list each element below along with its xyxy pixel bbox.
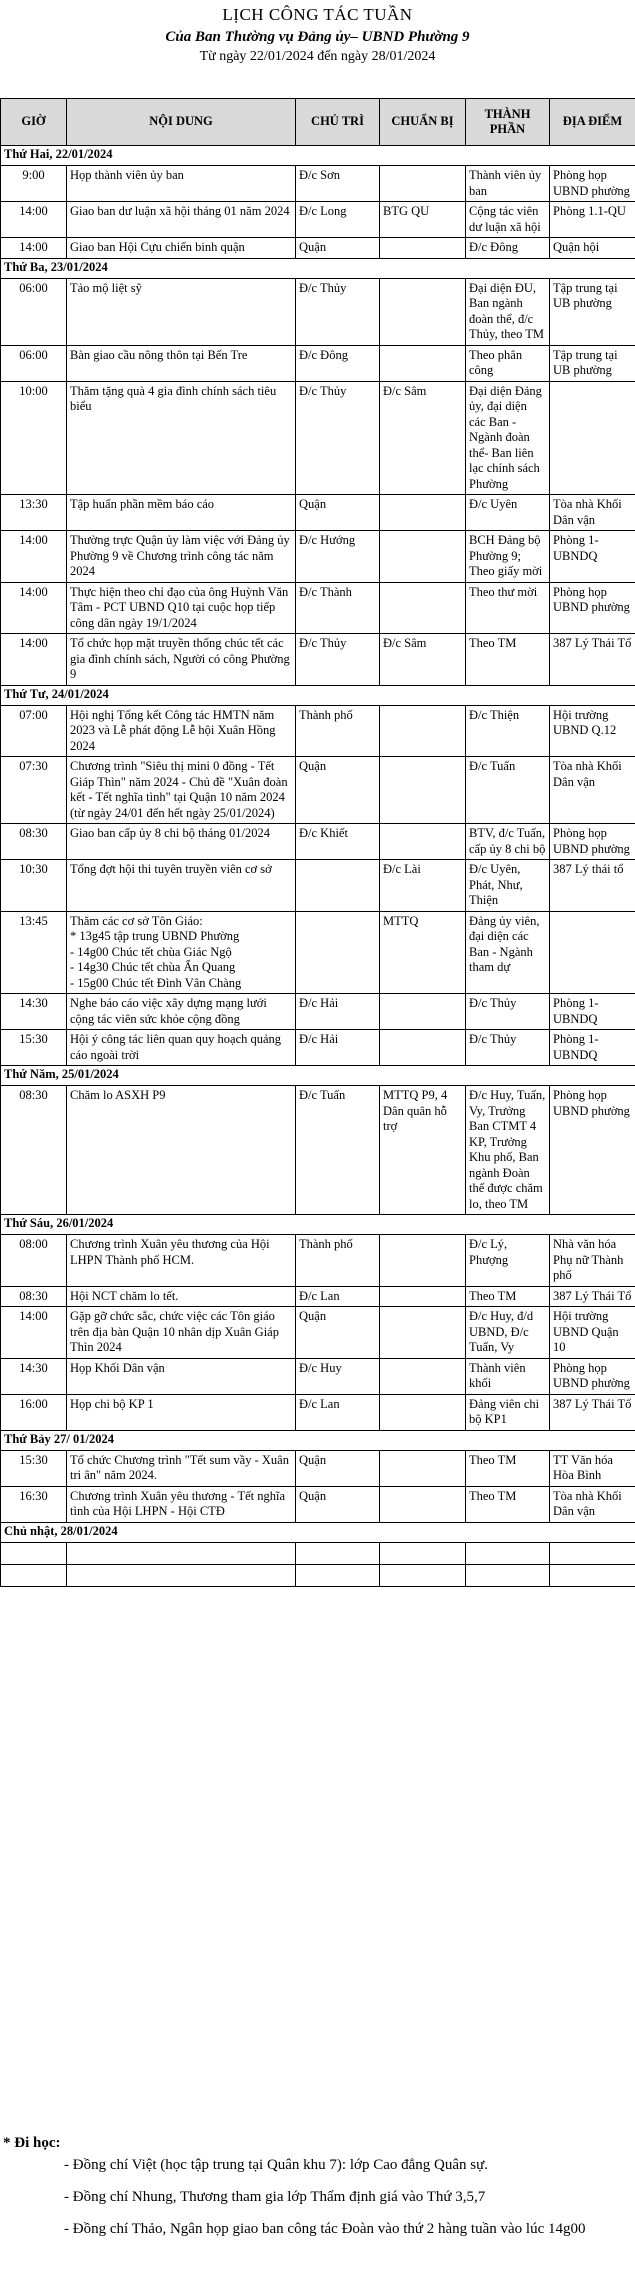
time-cell: 08:30 (1, 1286, 67, 1307)
content-cell: Chương trình "Siêu thị mini 0 đồng - Tết Giáp Thìn" năm 2024 - Chủ đề "Xuân đoàn kết - Tết nghĩa tình" tại Quận 10 năm 2024 (từ ngày 24/01 đến hết ngày 25/01/2024) (67, 757, 296, 824)
chair-cell: Quận (296, 757, 380, 824)
prepare-cell (380, 757, 466, 824)
time-cell: 06:00 (1, 278, 67, 345)
time-cell: 13:30 (1, 495, 67, 531)
table-row (1, 1030, 635, 1066)
content-cell: Gặp gỡ chức sắc, chức việc các Tôn giáo trên địa bàn Quận 10 nhân dịp Xuân Giáp Thìn 2024 (67, 1307, 296, 1359)
table-row (1, 1450, 635, 1486)
chair-cell: Đ/c Thủy (296, 381, 380, 495)
location-cell: Phòng 1-UBNDQ (550, 531, 635, 583)
participants-cell: Đ/c Đông (466, 238, 550, 259)
time-cell: 10:00 (1, 381, 67, 495)
chair-cell: Quận (296, 1486, 380, 1522)
prepare-cell (380, 345, 466, 381)
content-cell: Tảo mộ liệt sỹ (67, 278, 296, 345)
day-header-row (1, 146, 635, 166)
col-header-content: NỘI DUNG (67, 99, 296, 146)
day-header-row (1, 1430, 635, 1450)
header (0, 0, 635, 67)
participants-cell: Đ/c Uyên, Phát, Như, Thiện (466, 860, 550, 912)
content-cell: Chương trình Xuân yêu thương của Hội LHPN Thành phố HCM. (67, 1235, 296, 1287)
participants-cell: Đảng ủy viên, đại diện các Ban - Ngành tham dự (466, 911, 550, 994)
location-cell: Tập trung tại UB phường (550, 345, 635, 381)
table-row (1, 345, 635, 381)
participants-cell: Đại diện ĐU, Ban ngành đoàn thể, đ/c Thủy, theo TM (466, 278, 550, 345)
content-cell: Bàn giao cầu nông thôn tại Bến Tre (67, 345, 296, 381)
content-cell: Giao ban dư luận xã hội tháng 01 năm 2024 (67, 202, 296, 238)
chair-cell: Quận (296, 238, 380, 259)
table-header-row (1, 99, 635, 146)
content-cell: Tổng đợt hội thi tuyên truyền viên cơ sở (67, 860, 296, 912)
participants-cell: Đ/c Thủy (466, 1030, 550, 1066)
chair-cell (296, 911, 380, 994)
table-row (1, 757, 635, 824)
location-cell: Phòng họp UBND phường (550, 1086, 635, 1215)
note-item: - Đồng chí Thảo, Ngân họp giao ban công tác Đoàn vào thứ 2 hàng tuần vào lúc 14g00 (64, 2221, 586, 2237)
participants-cell: Theo TM (466, 1486, 550, 1522)
table-row (1, 1307, 635, 1359)
empty-cell (466, 1564, 550, 1586)
day-header-row (1, 1215, 635, 1235)
chair-cell: Thành phố (296, 1235, 380, 1287)
prepare-cell (380, 1286, 466, 1307)
empty-cell (466, 1542, 550, 1564)
location-cell (550, 381, 635, 495)
time-cell: 14:00 (1, 531, 67, 583)
prepare-cell (380, 166, 466, 202)
table-row (1, 582, 635, 634)
participants-cell: Theo TM (466, 634, 550, 686)
day-header-row (1, 1066, 635, 1086)
location-cell: Hội trường UBND Quận 10 (550, 1307, 635, 1359)
day-label: Thứ Ba, 23/01/2024 (1, 258, 635, 278)
schedule-table (0, 98, 635, 1587)
participants-cell: Thành viên khối (466, 1358, 550, 1394)
table-row (1, 634, 635, 686)
prepare-cell (380, 1394, 466, 1430)
prepare-cell (380, 531, 466, 583)
empty-cell (296, 1564, 380, 1586)
participants-cell: Đại diện Đảng ủy, đại diện các Ban - Ngành đoàn thể- Ban liên lạc chính sách Phường (466, 381, 550, 495)
prepare-cell: Đ/c Sâm (380, 634, 466, 686)
prepare-cell: MTTQ P9, 4 Dân quân hỗ trợ (380, 1086, 466, 1215)
time-cell: 08:30 (1, 824, 67, 860)
table-row (1, 495, 635, 531)
chair-cell: Đ/c Thủy (296, 634, 380, 686)
table-row (1, 1358, 635, 1394)
location-cell (550, 911, 635, 994)
chair-cell: Quận (296, 1450, 380, 1486)
participants-cell: Theo TM (466, 1286, 550, 1307)
empty-cell (380, 1542, 466, 1564)
location-cell: Hội trường UBND Q.12 (550, 705, 635, 757)
participants-cell: Thành viên ủy ban (466, 166, 550, 202)
chair-cell: Đ/c Thủy (296, 278, 380, 345)
day-header-row (1, 258, 635, 278)
prepare-cell: MTTQ (380, 911, 466, 994)
location-cell: Quận hội (550, 238, 635, 259)
prepare-cell (380, 278, 466, 345)
table-row (1, 1394, 635, 1430)
time-cell: 15:30 (1, 1450, 67, 1486)
date-range: Từ ngày 22/01/2024 đến ngày 28/01/2024 (199, 49, 436, 64)
location-cell: 387 Lý Thái Tổ (550, 634, 635, 686)
content-cell: Tổ chức Chương trình "Tết sum vầy - Xuân tri ân" năm 2024. (67, 1450, 296, 1486)
chair-cell: Đ/c Sơn (296, 166, 380, 202)
content-cell: Giao ban Hội Cựu chiến binh quận (67, 238, 296, 259)
prepare-cell (380, 495, 466, 531)
participants-cell: Đ/c Uyên (466, 495, 550, 531)
col-header-location: ĐỊA ĐIỂM (550, 99, 635, 146)
location-cell: Phòng họp UBND phường (550, 166, 635, 202)
time-cell: 14:00 (1, 582, 67, 634)
chair-cell: Đ/c Đông (296, 345, 380, 381)
empty-row (1, 1542, 635, 1564)
page-title: LỊCH CÔNG TÁC TUẦN (222, 5, 413, 24)
prepare-cell (380, 824, 466, 860)
chair-cell: Đ/c Thành (296, 582, 380, 634)
table-row (1, 166, 635, 202)
prepare-cell (380, 1450, 466, 1486)
time-cell: 06:00 (1, 345, 67, 381)
time-cell: 07:00 (1, 705, 67, 757)
location-cell: Tòa nhà Khối Dân vận (550, 757, 635, 824)
location-cell: Tòa nhà Khối Dân vận (550, 495, 635, 531)
participants-cell: Đ/c Thiện (466, 705, 550, 757)
content-cell: Thường trực Quận ủy làm việc với Đảng ủy Phường 9 về Chương trình công tác năm 2024 (67, 531, 296, 583)
chair-cell (296, 860, 380, 912)
col-header-chair: CHỦ TRÌ (296, 99, 380, 146)
chair-cell: Đ/c Huy (296, 1358, 380, 1394)
prepare-cell (380, 1486, 466, 1522)
table-row (1, 381, 635, 495)
participants-cell: Đ/c Tuấn (466, 757, 550, 824)
content-cell: Thăm tặng quà 4 gia đình chính sách tiêu biểu (67, 381, 296, 495)
content-cell: Họp thành viên ủy ban (67, 166, 296, 202)
prepare-cell (380, 582, 466, 634)
empty-cell (380, 1564, 466, 1586)
participants-cell: Theo phân công (466, 345, 550, 381)
table-row (1, 994, 635, 1030)
prepare-cell: BTG QU (380, 202, 466, 238)
day-label: Thứ Bảy 27/ 01/2024 (1, 1430, 635, 1450)
participants-cell: Theo TM (466, 1450, 550, 1486)
content-cell: Giao ban cấp ủy 8 chi bộ tháng 01/2024 (67, 824, 296, 860)
time-cell: 16:00 (1, 1394, 67, 1430)
day-label: Thứ Tư, 24/01/2024 (1, 685, 635, 705)
location-cell: Phòng họp UBND phường (550, 824, 635, 860)
participants-cell: Cộng tác viên dư luận xã hội (466, 202, 550, 238)
participants-cell: Đ/c Lý, Phượng (466, 1235, 550, 1287)
time-cell: 16:30 (1, 1486, 67, 1522)
notes-heading: * Đi học: (3, 2135, 61, 2151)
chair-cell: Đ/c Tuấn (296, 1086, 380, 1215)
content-cell: Tập huấn phần mềm báo cáo (67, 495, 296, 531)
col-header-prepare: CHUẨN BỊ (380, 99, 466, 146)
notes-section (0, 2131, 635, 2251)
chair-cell: Đ/c Hướng (296, 531, 380, 583)
empty-cell (1, 1542, 67, 1564)
table-row (1, 1486, 635, 1522)
participants-cell: Đ/c Huy, đ/d UBND, Đ/c Tuấn, Vy (466, 1307, 550, 1359)
time-cell: 14:00 (1, 202, 67, 238)
participants-cell: BTV, đ/c Tuấn, cấp ủy 8 chi bộ (466, 824, 550, 860)
prepare-cell (380, 1235, 466, 1287)
location-cell: Tập trung tại UB phường (550, 278, 635, 345)
prepare-cell (380, 238, 466, 259)
chair-cell: Đ/c Hải (296, 994, 380, 1030)
day-label: Thứ Hai, 22/01/2024 (1, 146, 635, 166)
empty-cell (296, 1542, 380, 1564)
chair-cell: Quận (296, 1307, 380, 1359)
day-header-row (1, 1522, 635, 1542)
location-cell: Tòa nhà Khối Dân vận (550, 1486, 635, 1522)
chair-cell: Thành phố (296, 705, 380, 757)
location-cell: 387 Lý Thái Tổ (550, 1394, 635, 1430)
table-row (1, 278, 635, 345)
table-row (1, 705, 635, 757)
col-header-time: GIỜ (1, 99, 67, 146)
table-row (1, 824, 635, 860)
table-row (1, 531, 635, 583)
prepare-cell: Đ/c Lài (380, 860, 466, 912)
empty-cell (550, 1542, 635, 1564)
table-row (1, 238, 635, 259)
location-cell: Phòng 1-UBNDQ (550, 1030, 635, 1066)
location-cell: TT Văn hóa Hòa Bình (550, 1450, 635, 1486)
table-row (1, 1086, 635, 1215)
note-item: - Đồng chí Nhung, Thương tham gia lớp Thẩm định giá vào Thứ 3,5,7 (64, 2189, 486, 2205)
prepare-cell: Đ/c Sâm (380, 381, 466, 495)
table-row (1, 860, 635, 912)
chair-cell: Đ/c Khiết (296, 824, 380, 860)
content-cell: Họp Khối Dân vận (67, 1358, 296, 1394)
prepare-cell (380, 994, 466, 1030)
time-cell: 14:00 (1, 238, 67, 259)
note-item: - Đồng chí Việt (học tập trung tại Quân khu 7): lớp Cao đẳng Quân sự. (64, 2157, 488, 2173)
location-cell: Phòng 1.1-QU (550, 202, 635, 238)
participants-cell: Đ/c Huy, Tuấn, Vy, Trưởng Ban CTMT 4 KP, Trưởng Khu phố, Ban ngành Đoàn thể được chăm lo, theo TM (466, 1086, 550, 1215)
chair-cell: Đ/c Lan (296, 1394, 380, 1430)
empty-cell (67, 1542, 296, 1564)
prepare-cell (380, 1030, 466, 1066)
participants-cell: Đảng viên chi bộ KP1 (466, 1394, 550, 1430)
time-cell: 14:30 (1, 1358, 67, 1394)
time-cell: 08:30 (1, 1086, 67, 1215)
content-cell: Hội ý công tác liên quan quy hoạch quảng cáo ngoài trời (67, 1030, 296, 1066)
location-cell: Phòng họp UBND phường (550, 1358, 635, 1394)
content-cell: Thực hiện theo chỉ đạo của ông Huỳnh Văn Tâm - PCT UBND Q10 tại cuộc họp tiếp công dân ngày 19/1/2024 (67, 582, 296, 634)
empty-row (1, 1564, 635, 1586)
empty-cell (1, 1564, 67, 1586)
empty-cell (67, 1564, 296, 1586)
content-cell: Chương trình Xuân yêu thương - Tết nghĩa tình của Hội LHPN - Hội CTĐ (67, 1486, 296, 1522)
content-cell: Hội NCT chăm lo tết. (67, 1286, 296, 1307)
content-cell: Thăm các cơ sở Tôn Giáo: * 13g45 tập trung UBND Phường - 14g00 Chúc tết chùa Giác Ngộ - 14g30 Chúc tết chùa Ấn Quang - 15g00 Chúc tết Đình Vân Chàng (67, 911, 296, 994)
chair-cell: Đ/c Lan (296, 1286, 380, 1307)
table-row (1, 202, 635, 238)
table-row (1, 1286, 635, 1307)
table-row (1, 911, 635, 994)
location-cell: 387 Lý Thái Tổ (550, 1286, 635, 1307)
location-cell: Phòng 1-UBNDQ (550, 994, 635, 1030)
col-header-participants: THÀNH PHẦN (466, 99, 550, 146)
participants-cell: Theo thư mời (466, 582, 550, 634)
time-cell: 14:00 (1, 1307, 67, 1359)
time-cell: 13:45 (1, 911, 67, 994)
day-label: Chủ nhật, 28/01/2024 (1, 1522, 635, 1542)
day-label: Thứ Sáu, 26/01/2024 (1, 1215, 635, 1235)
schedule-body (1, 146, 635, 1587)
prepare-cell (380, 705, 466, 757)
time-cell: 9:00 (1, 166, 67, 202)
content-cell: Tổ chức họp mặt truyền thống chúc tết các gia đình chính sách, Người có công Phường 9 (67, 634, 296, 686)
chair-cell: Đ/c Long (296, 202, 380, 238)
location-cell: 387 Lý thái tổ (550, 860, 635, 912)
prepare-cell (380, 1307, 466, 1359)
time-cell: 10:30 (1, 860, 67, 912)
chair-cell: Quận (296, 495, 380, 531)
empty-cell (550, 1564, 635, 1586)
participants-cell: BCH Đảng bộ Phường 9; Theo giấy mời (466, 531, 550, 583)
time-cell: 14:30 (1, 994, 67, 1030)
time-cell: 15:30 (1, 1030, 67, 1066)
prepare-cell (380, 1358, 466, 1394)
table-row (1, 1235, 635, 1287)
location-cell: Phòng họp UBND phường (550, 582, 635, 634)
content-cell: Hội nghị Tổng kết Công tác HMTN năm 2023 và Lễ phát động Lễ hội Xuân Hồng 2024 (67, 705, 296, 757)
page-subtitle: Của Ban Thường vụ Đảng ủy– UBND Phường 9 (165, 29, 470, 45)
location-cell: Nhà văn hóa Phụ nữ Thành phố (550, 1235, 635, 1287)
chair-cell: Đ/c Hải (296, 1030, 380, 1066)
content-cell: Họp chi bộ KP 1 (67, 1394, 296, 1430)
day-header-row (1, 685, 635, 705)
time-cell: 07:30 (1, 757, 67, 824)
time-cell: 14:00 (1, 634, 67, 686)
time-cell: 08:00 (1, 1235, 67, 1287)
day-label: Thứ Năm, 25/01/2024 (1, 1066, 635, 1086)
content-cell: Nghe báo cáo việc xây dựng mạng lưới cộng tác viên sức khỏe cộng đồng (67, 994, 296, 1030)
content-cell: Chăm lo ASXH P9 (67, 1086, 296, 1215)
participants-cell: Đ/c Thủy (466, 994, 550, 1030)
